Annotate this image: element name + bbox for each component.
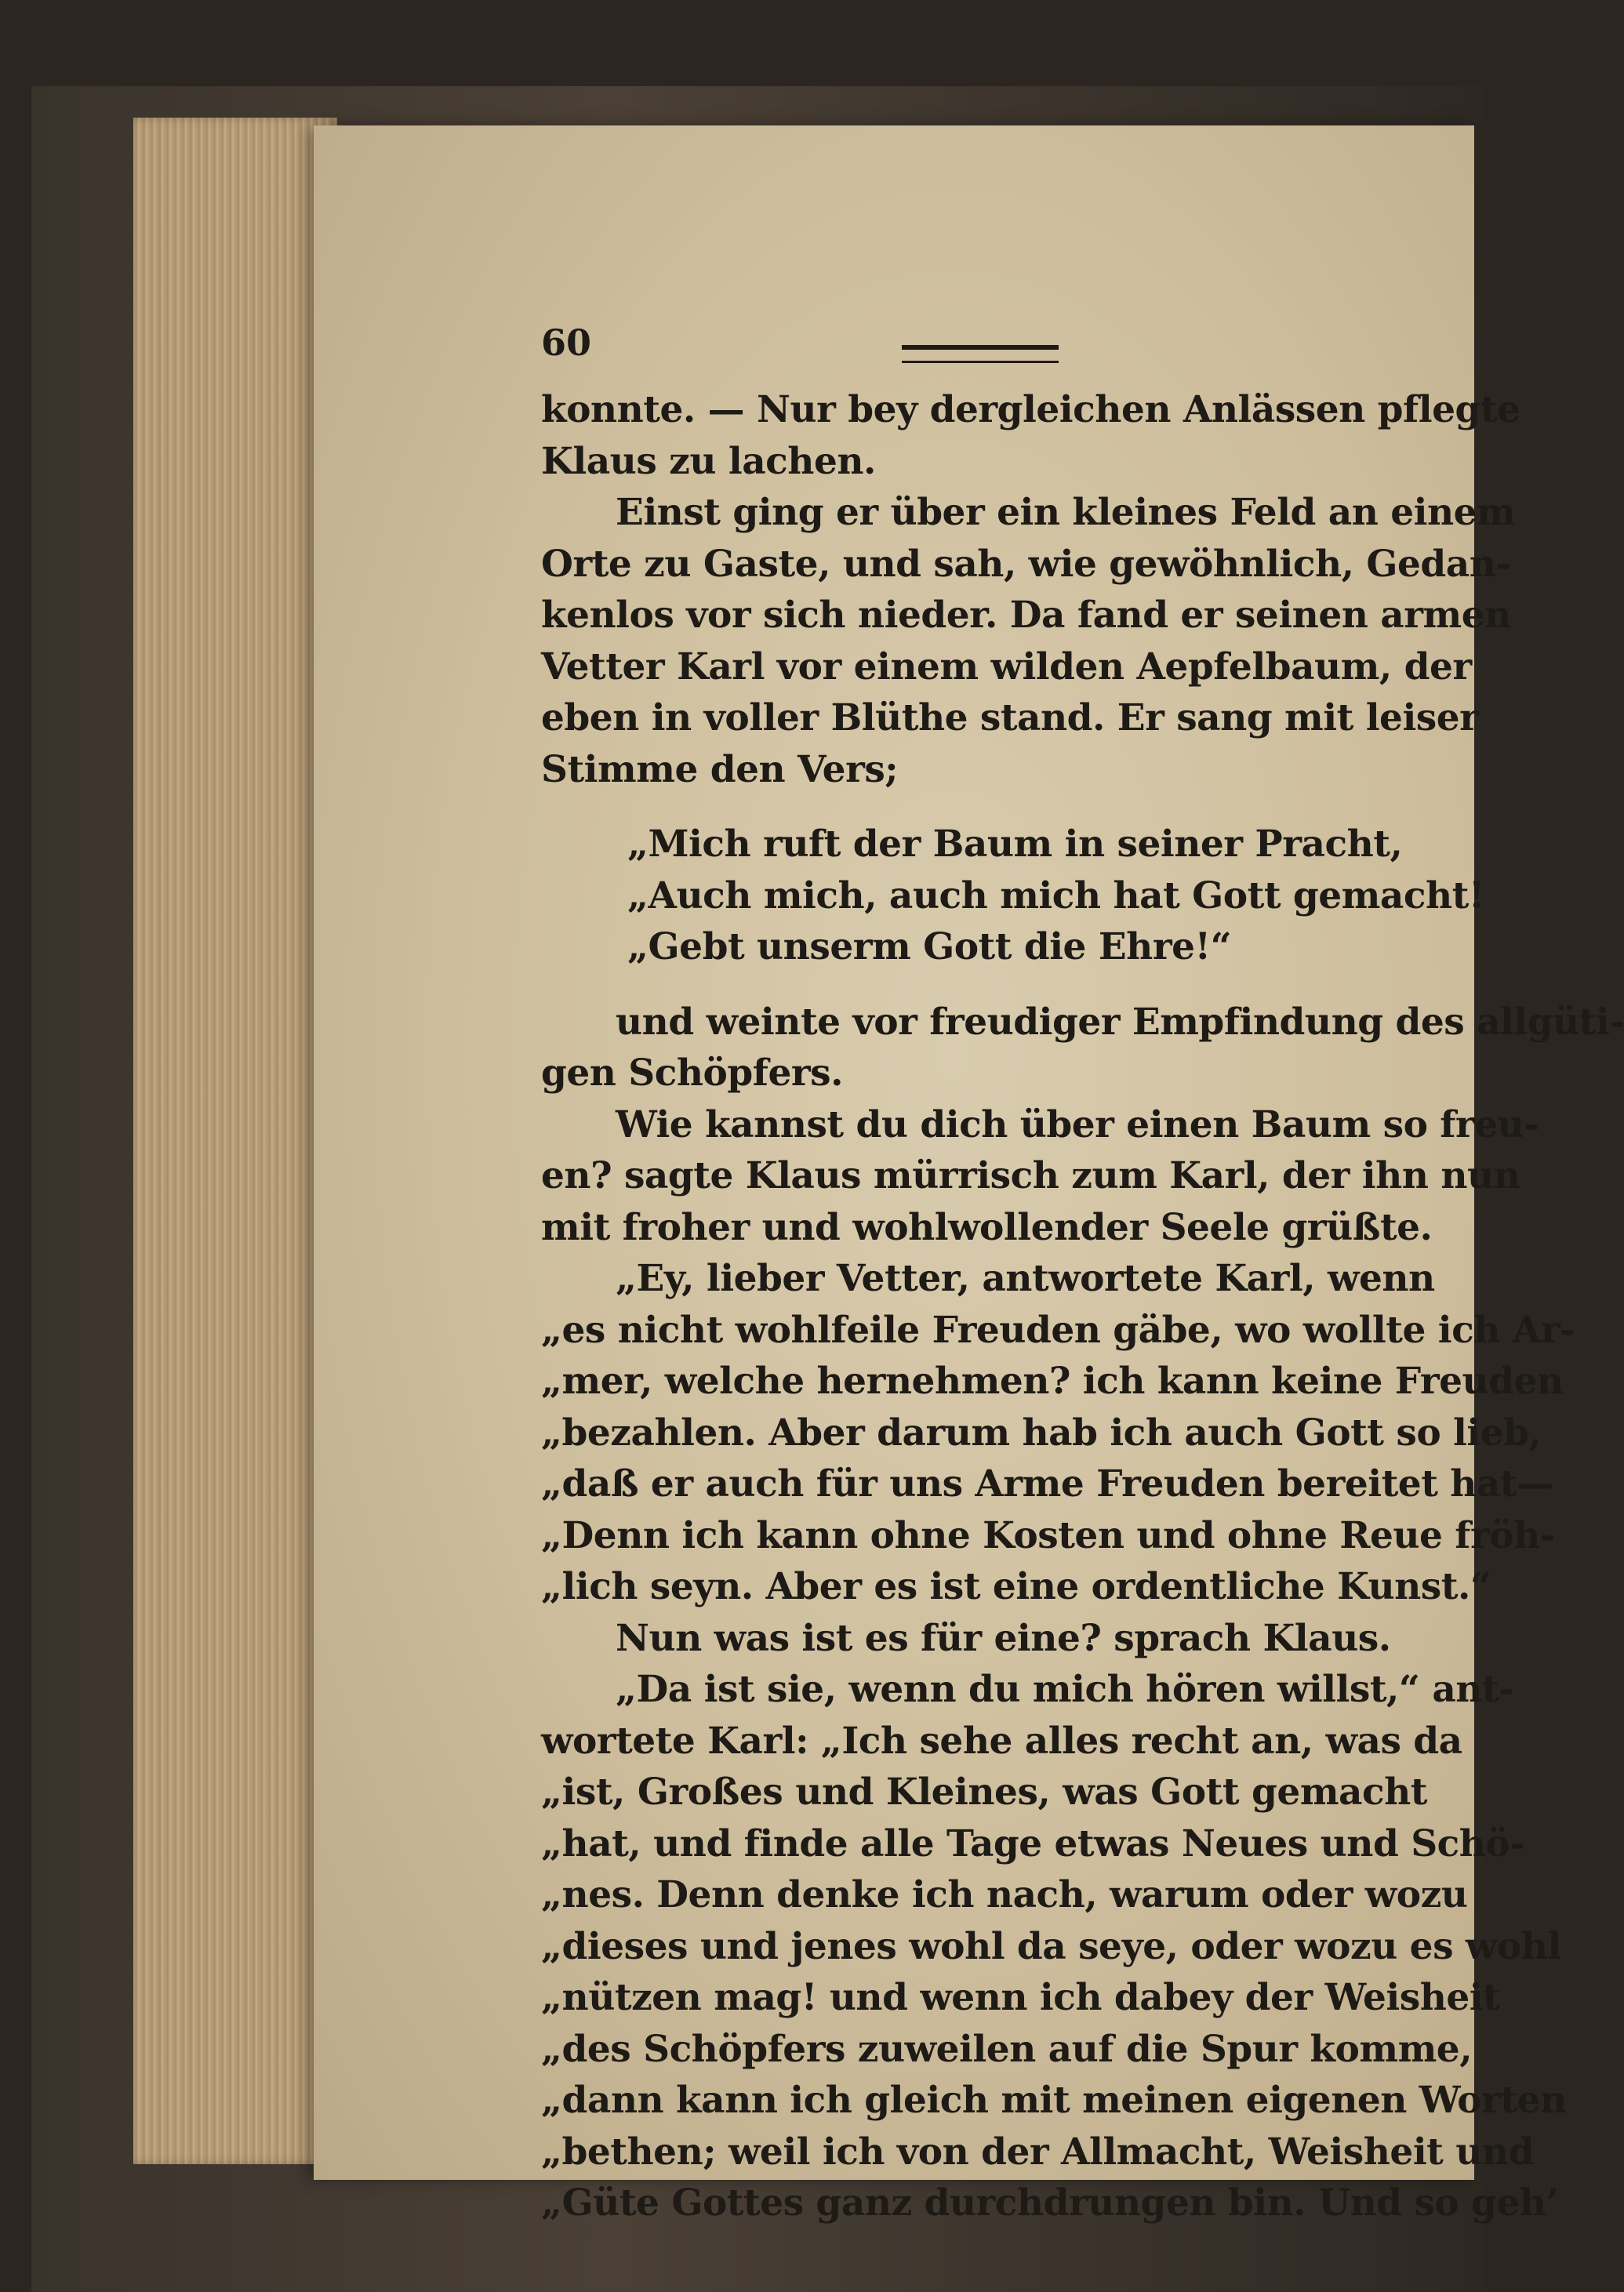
text-line: und weinte vor freudiger Empfindung des allgüti- (616, 1000, 1624, 1044)
text-line: „bezahlen. Aber darum hab ich auch Gott so lieb, (541, 1411, 1542, 1455)
text-line: „Denn ich kann ohne Kosten und ohne Reue fröh- (541, 1513, 1555, 1557)
text-line: konnte. — Nur bey dergleichen Anlässen pflegte (541, 388, 1520, 431)
text-line: „dieses und jenes wohl da seye, oder wozu es wohl (541, 1924, 1561, 1968)
page-edges (133, 118, 337, 2164)
text-line: „bethen; weil ich von der Allmacht, Weisheit und (541, 2130, 1534, 2174)
text-line: Nun was ist es für eine? sprach Klaus. (616, 1616, 1391, 1660)
text-line: mit froher und wohlwollender Seele grüßte. (541, 1205, 1433, 1249)
text-line: kenlos vor sich nieder. Da fand er seinen armen (541, 594, 1511, 637)
text-line: Vetter Karl vor einem wilden Aepfelbaum, der (541, 645, 1472, 688)
text-line: eben in voller Blüthe stand. Er sang mit leiser (541, 696, 1479, 739)
text-line: „nützen mag! und wenn ich dabey der Weisheit (541, 1976, 1500, 2019)
text-line: Klaus zu lachen. (541, 439, 876, 483)
page-content (541, 321, 1624, 2225)
header-ornament (902, 345, 1059, 363)
text-line: „hat, und finde alle Tage etwas Neues und Schö- (541, 1822, 1525, 1865)
text-line: „dann kann ich gleich mit meinen eigenen Worten (541, 2079, 1567, 2122)
text-line: „nes. Denn denke ich nach, warum oder wozu (541, 1873, 1468, 1916)
text-line: „Ey, lieber Vetter, antwortete Karl, wenn (616, 1257, 1435, 1300)
verse-spacing (541, 973, 1427, 997)
verse-line: „Gebt unserm Gott die Ehre!“ (627, 925, 1232, 968)
text-line: „es nicht wohlfeile Freuden gäbe, wo wollte ich Ar- (541, 1308, 1575, 1352)
verse-spacing (541, 795, 1427, 819)
text-line: wortete Karl: „Ich sehe alles recht an, was da (541, 1719, 1462, 1763)
text-line: Wie kannst du dich über einen Baum so freu- (616, 1102, 1539, 1146)
verse-line: „Auch mich, auch mich hat Gott gemacht! (627, 874, 1484, 917)
text-line: en? sagte Klaus mürrisch zum Karl, der ihn nun (541, 1154, 1520, 1197)
text-line: „Güte Gottes ganz durchdrungen bin. Und so geh’ (541, 2181, 1559, 2225)
text-line: Einst ging er über ein kleines Feld an einem (616, 491, 1516, 534)
book-page (314, 125, 1624, 2225)
text-line: „des Schöpfers zuweilen auf die Spur komme, (541, 2027, 1473, 2071)
text-line: „mer, welche hernehmen? ich kann keine Freuden (541, 1360, 1564, 1403)
text-line: Stimme den Vers; (541, 747, 899, 791)
verse-line: „Mich ruft der Baum in seiner Pracht, (627, 823, 1403, 866)
text-line: „daß er auch für uns Arme Freuden bereitet hat— (541, 1462, 1553, 1506)
text-line: „lich seyn. Aber es ist eine ordentliche Kunst.“ (541, 1565, 1491, 1608)
body-text (541, 384, 1624, 2229)
text-line: „Da ist sie, wenn du mich hören willst,“ ant- (616, 1668, 1514, 1711)
text-line: „ist, Großes und Kleines, was Gott gemacht (541, 1771, 1427, 1814)
text-line: Orte zu Gaste, und sah, wie gewöhnlich, Gedan- (541, 542, 1511, 586)
text-line: gen Schöpfers. (541, 1052, 843, 1095)
page-header (541, 321, 1427, 384)
page-number: 60 (541, 321, 592, 364)
